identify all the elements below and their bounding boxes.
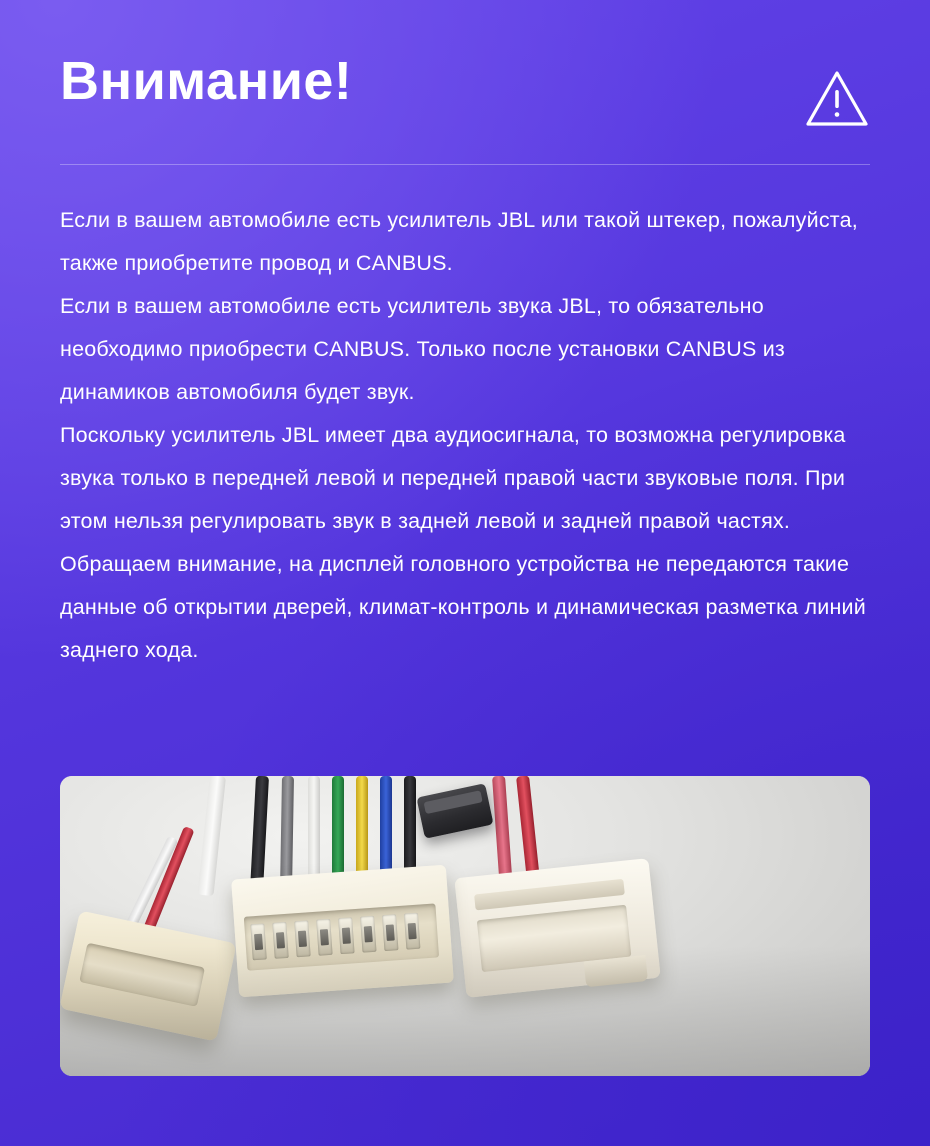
black-plug <box>416 783 493 839</box>
wire-blue <box>380 776 392 880</box>
black-plug-lip <box>424 790 483 814</box>
wire-yellow <box>356 776 368 880</box>
paragraph-3: Поскольку усилитель JBL имеет два аудиосигнала, то возможна регулировка звука только в передней левой и передней правой части звуковые поля. При этом нельзя регулировать звук в задней левой и задней правой частях. <box>60 423 846 533</box>
page-title: Внимание! <box>60 51 353 111</box>
page-header <box>60 0 870 132</box>
paragraph-2: Если в вашем автомобиле есть усилитель звука JBL, то обязательно необходимо приобрести CANBUS. Только после установки CANBUS из динамиков автомобиля будет звук. <box>60 294 785 404</box>
content-container <box>60 0 870 1146</box>
wire-gray <box>280 776 294 886</box>
body-text <box>60 199 870 672</box>
wiring-harness-connectors-photo <box>60 776 870 1076</box>
paragraph-1: Если в вашем автомобиле есть усилитель JBL или такой штекер, пожалуйста, также приобретите провод и CANBUS. <box>60 208 858 275</box>
warning-triangle-icon <box>804 66 870 132</box>
wire-green <box>332 776 344 882</box>
paragraph-4: Обращаем внимание, на дисплей головного устройства не передаются такие данные об открытии дверей, климат-контроль и динамическая разметка линий заднего хода. <box>60 552 866 662</box>
photo-canvas <box>60 776 870 1076</box>
header-divider <box>60 164 870 165</box>
wire-black-1 <box>250 776 269 888</box>
connector-pin <box>404 913 420 950</box>
photo-shadow <box>60 946 870 1076</box>
right-connector-ridge-top <box>474 879 625 911</box>
wire-white-2 <box>308 776 320 884</box>
wire-white <box>198 776 226 896</box>
wire-black-2 <box>404 776 416 876</box>
